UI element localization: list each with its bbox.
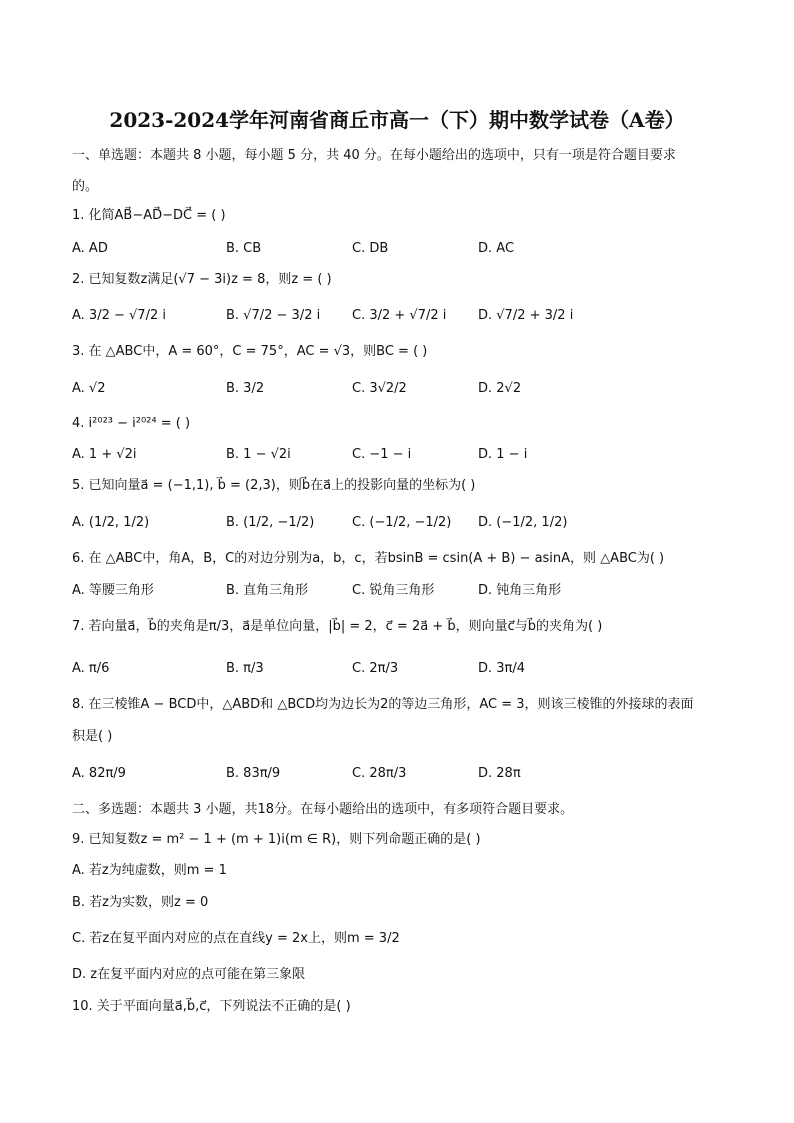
question-8-stem-cont: 积是( ) <box>72 729 113 744</box>
question-2-stem: 2. 已知复数z满足(√7 − 3i)z = 8，则z = ( ) <box>72 272 332 287</box>
section-1-instructions: 一、单选题：本题共 8 小题，每小题 5 分，共 40 分。在每小题给出的选项中，只有一项是符合题目要求 <box>72 148 676 163</box>
question-10-stem: 10. 关于平面向量a⃗,b⃗,c⃗，下列说法不正确的是( ) <box>72 999 351 1014</box>
question-3-stem: 3. 在 △ABC中，A = 60°，C = 75°，AC = √3，则BC = ( ) <box>72 344 428 359</box>
question-4-option-b: B. 1 − √2i <box>226 447 291 462</box>
question-1-option-a: A. AD <box>72 241 108 256</box>
question-7-option-d: D. 3π/4 <box>478 661 526 676</box>
question-5-option-a: A. (1/2, 1/2) <box>72 515 150 530</box>
section-2-instructions: 二、多选题：本题共 3 小题，共18分。在每小题给出的选项中，有多项符合题目要求。 <box>72 802 574 817</box>
question-8-option-a: A. 82π/9 <box>72 766 126 781</box>
question-1-option-c: C. DB <box>352 241 389 256</box>
question-7-stem: 7. 若向量a⃗，b⃗的夹角是π/3，a⃗是单位向量，|b⃗| = 2，c⃗ = 2a⃗ + b⃗，则向量c⃗与b⃗的夹角为( ) <box>72 619 603 634</box>
question-9-option-c: C. 若z在复平面内对应的点在直线y = 2x上，则m = 3/2 <box>72 931 400 946</box>
question-3-option-a: A. √2 <box>72 381 106 396</box>
page-title: 2023-2024学年河南省商丘市高一（下）期中数学试卷（A卷） <box>109 108 685 132</box>
question-5-option-b: B. (1/2, −1/2) <box>226 515 315 530</box>
question-7-option-b: B. π/3 <box>226 661 264 676</box>
question-4-option-a: A. 1 + √2i <box>72 447 137 462</box>
question-4-option-c: C. −1 − i <box>352 447 412 462</box>
question-3-option-b: B. 3/2 <box>226 381 265 396</box>
question-7-option-c: C. 2π/3 <box>352 661 399 676</box>
question-9-stem: 9. 已知复数z = m² − 1 + (m + 1)i(m ∈ R)，则下列命题正确的是( ) <box>72 832 481 847</box>
question-5-stem: 5. 已知向量a⃗ = (−1,1), b⃗ = (2,3)，则b⃗在a⃗上的投影向量的坐标为( ) <box>72 478 476 493</box>
question-8-option-c: C. 28π/3 <box>352 766 407 781</box>
question-6-option-b: B. 直角三角形 <box>226 583 309 598</box>
question-2-option-a: A. 3/2 − √7/2 i <box>72 308 166 323</box>
question-4-option-d: D. 1 − i <box>478 447 528 462</box>
question-3-option-d: D. 2√2 <box>478 381 522 396</box>
question-4-stem: 4. i²⁰²³ − i²⁰²⁴ = ( ) <box>72 416 191 431</box>
question-1-stem: 1. 化简AB⃗−AD⃗−DC⃗ = ( ) <box>72 208 226 223</box>
question-6-option-c: C. 锐角三角形 <box>352 583 435 598</box>
question-9-option-a: A. 若z为纯虚数，则m = 1 <box>72 863 227 878</box>
question-5-option-d: D. (−1/2, 1/2) <box>478 515 568 530</box>
question-1-option-b: B. CB <box>226 241 262 256</box>
question-3-option-c: C. 3√2/2 <box>352 381 407 396</box>
question-7-option-a: A. π/6 <box>72 661 110 676</box>
question-6-option-a: A. 等腰三角形 <box>72 583 154 598</box>
question-8-stem: 8. 在三棱锥A − BCD中，△ABD和 △BCD均为边长为2的等边三角形，AC = 3，则该三棱锥的外接球的表面 <box>72 697 694 712</box>
question-8-option-d: D. 28π <box>478 766 521 781</box>
question-2-option-d: D. √7/2 + 3/2 i <box>478 308 574 323</box>
question-2-option-b: B. √7/2 − 3/2 i <box>226 308 321 323</box>
question-9-option-d: D. z在复平面内对应的点可能在第三象限 <box>72 967 306 982</box>
question-5-option-c: C. (−1/2, −1/2) <box>352 515 452 530</box>
question-1-option-d: D. AC <box>478 241 515 256</box>
question-6-option-d: D. 钝角三角形 <box>478 583 562 598</box>
question-6-stem: 6. 在 △ABC中，角A，B，C的对边分别为a，b，c，若bsinB = csin(A + B) − asinA，则 △ABC为( ) <box>72 551 665 566</box>
question-9-option-b: B. 若z为实数，则z = 0 <box>72 895 209 910</box>
section-1-instructions-cont: 的。 <box>72 179 99 194</box>
question-8-option-b: B. 83π/9 <box>226 766 281 781</box>
question-2-option-c: C. 3/2 + √7/2 i <box>352 308 447 323</box>
